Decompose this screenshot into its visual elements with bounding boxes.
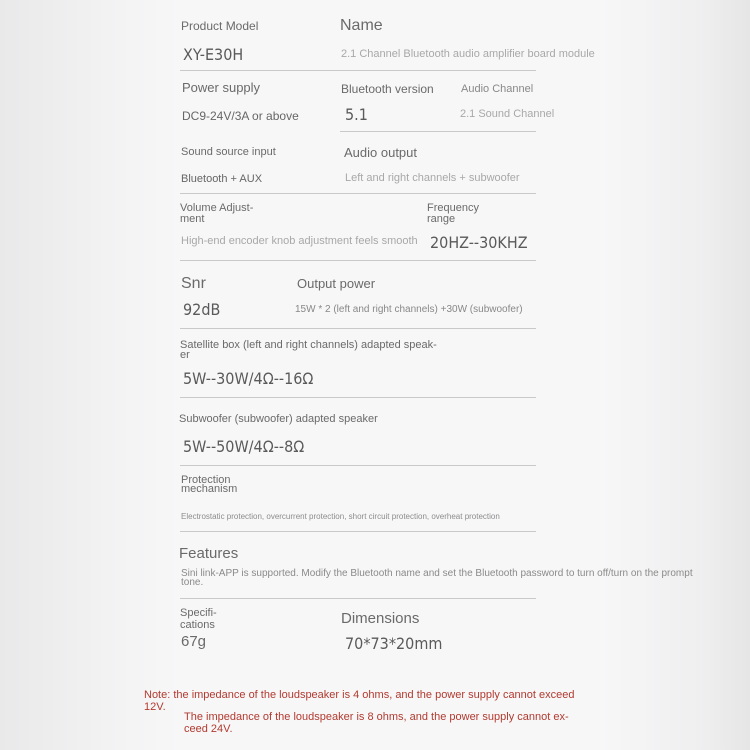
frequency-range-label: Frequency range [427,202,479,225]
bluetooth-version-value: 5.1 [345,105,368,124]
output-power-label: Output power [297,276,376,291]
divider [180,465,536,466]
features-value: Sini link-APP is supported. Modify the Bluetooth name and set the Bluetooth password to turn off/turn on the prompt tone. [181,568,693,588]
divider [340,131,536,132]
audio-output-label: Audio output [344,145,418,160]
snr-value: 92dB [183,300,221,319]
name-label: Name [340,17,383,34]
audio-output-value: Left and right channels + subwoofer [345,172,520,184]
protection-value: Electrostatic protection, overcurrent protection, short circuit protection, overheat protection [181,512,500,521]
divider [180,328,536,329]
divider [180,598,536,599]
product-model-value: XY-E30H [183,45,244,64]
divider [180,397,536,398]
sound-source-label: Sound source input [181,146,276,158]
divider [180,531,536,532]
audio-channel-value: 2.1 Sound Channel [460,108,555,120]
divider [180,193,536,194]
snr-label: Snr [181,275,206,292]
bluetooth-version-label: Bluetooth version [341,82,434,96]
volume-adjustment-value: High-end encoder knob adjustment feels smooth [181,235,418,247]
specifications-value: 67g [181,633,207,650]
specifications-label: Specifi- cations [180,607,217,631]
satellite-value: 5W--30W/4Ω--16Ω [183,369,314,388]
power-supply-value: DC9-24V/3A or above [182,109,299,123]
power-supply-label: Power supply [182,80,261,95]
product-model-label: Product Model [181,19,259,33]
dimensions-value: 70*73*20mm [345,634,443,653]
frequency-range-value: 20HZ--30KHZ [430,233,528,252]
note-8-ohm: The impedance of the loudspeaker is 8 ohms, and the power supply cannot ex- ceed 24V. [184,711,569,735]
note-4-ohm: Note: the impedance of the loudspeaker is 4 ohms, and the power supply cannot exceed 12V. [144,689,575,713]
subwoofer-label: Subwoofer (subwoofer) adapted speaker [179,413,378,425]
divider [180,70,536,71]
volume-adjustment-label: Volume Adjust- ment [180,202,254,225]
name-value: 2.1 Channel Bluetooth audio amplifier board module [341,48,595,60]
dimensions-label: Dimensions [341,610,420,627]
features-label: Features [179,545,239,562]
subwoofer-value: 5W--50W/4Ω--8Ω [183,437,305,456]
protection-label: Protection mechanism [181,474,238,495]
satellite-label: Satellite box (left and right channels) adapted speak- er [180,339,437,361]
audio-channel-label: Audio Channel [461,83,534,95]
divider [180,260,536,261]
sound-source-value: Bluetooth + AUX [181,173,263,185]
output-power-value: 15W * 2 (left and right channels) +30W (subwoofer) [295,304,523,315]
